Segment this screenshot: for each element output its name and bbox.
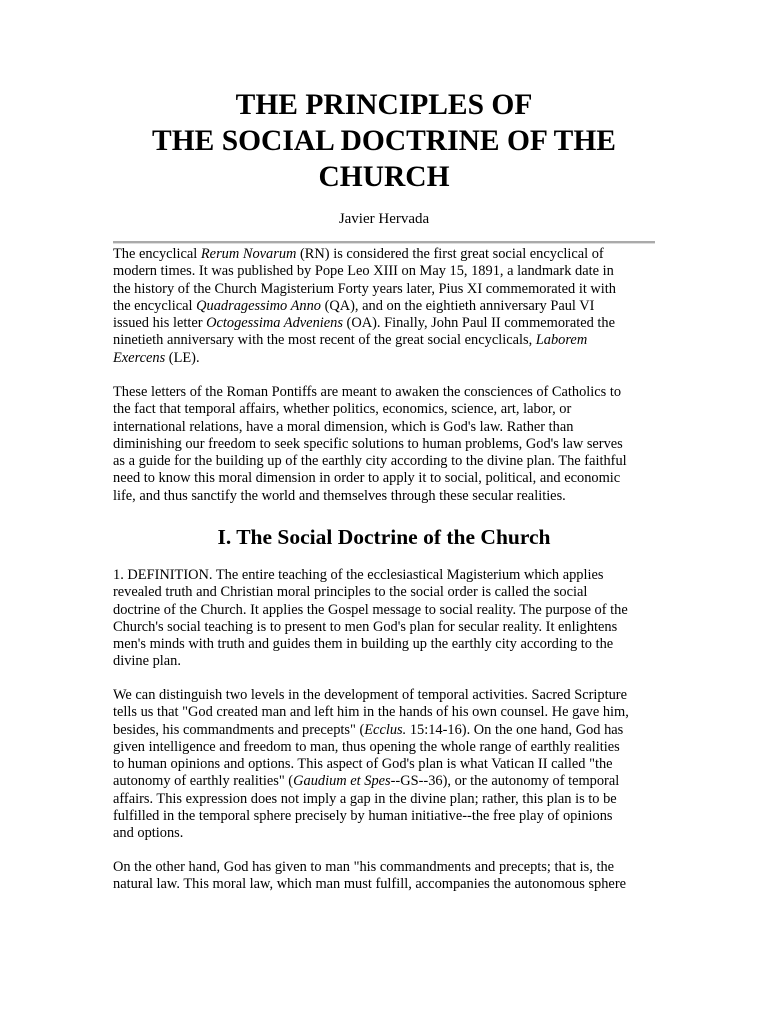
paragraph-line: doctrine of the Church. It applies the Gospel message to social reality. The purpose of the xyxy=(113,601,628,618)
paragraph-line: international relations, have a moral dimension, which is God's law. Rather than xyxy=(113,418,574,435)
text-run: besides, his commandments and precepts" ( xyxy=(113,721,365,738)
levels-paragraph xyxy=(113,687,673,843)
paragraph-line: We can distinguish two levels in the development of temporal activities. Sacred Scripture xyxy=(113,687,627,703)
paragraph-line: divine plan. xyxy=(113,653,181,670)
title-line: THE PRINCIPLES OF xyxy=(235,89,533,121)
text-run: (LE). xyxy=(165,349,200,366)
paragraph-line xyxy=(113,350,673,367)
paragraph-line xyxy=(113,773,673,790)
paragraph-line: natural law. This moral law, which man must fulfill, accompanies the autonomous sphere xyxy=(113,876,627,893)
paragraph-line xyxy=(113,332,673,349)
paragraph-line: men's minds with truth and guides them in building up the earthly city according to the xyxy=(113,636,614,653)
text-run: (QA), and on the eightieth anniversary Paul VI xyxy=(320,297,595,314)
encyclical-title: Exercens xyxy=(113,349,166,366)
text-run: the encyclical xyxy=(113,297,197,314)
paragraph-line: These letters of the Roman Pontiffs are meant to awaken the consciences of Catholics to xyxy=(113,384,622,400)
paragraph-line: modern times. It was published by Pope Leo XIII on May 15, 1891, a landmark date in xyxy=(113,263,614,280)
paragraph-line: the fact that temporal affairs, whether politics, economics, science, art, labor, or xyxy=(113,401,572,418)
title-line: CHURCH xyxy=(318,161,450,193)
text-run: 15:14-16). On the one hand, God has xyxy=(406,721,624,738)
text-run: --GS--36), or the autonomy of temporal xyxy=(390,773,620,790)
paragraph-line: revealed truth and Christian moral principles to the social order is called the social xyxy=(113,584,588,601)
paragraph-line xyxy=(113,315,673,332)
paragraph-line: affairs. This expression does not imply a gap in the divine plan; rather, this plan is to be xyxy=(113,790,617,807)
paragraph-line: the history of the Church Magisterium Forty years later, Pius XI commemorated it with xyxy=(113,280,616,297)
text-run: (OA). Finally, John Paul II commemorated the xyxy=(342,315,615,332)
definition-paragraph xyxy=(113,567,673,671)
encyclical-title: Quadragessimo Anno xyxy=(196,297,321,314)
paragraph-line: fulfilled in the temporal sphere precisely by human initiative--the free play of opinions xyxy=(113,808,613,825)
encyclical-title: Laborem xyxy=(535,332,588,349)
paragraph-line: need to know this moral dimension in order to apply it to social, political, and economic xyxy=(113,470,621,487)
intro-paragraph-1 xyxy=(113,246,673,367)
document-title xyxy=(0,87,768,195)
text-run: (RN) is considered the first great social encyclical of xyxy=(296,246,604,262)
text-run: issued his letter xyxy=(113,315,207,332)
paragraph-line: as a guide for the building up of the earthly city according to the divine plan. The faithful xyxy=(113,453,627,470)
other-hand-paragraph xyxy=(113,859,673,894)
paragraph-line: Church's social teaching is to present to men God's plan for secular reality. It enlightens xyxy=(113,618,618,635)
text-run: ninetieth anniversary with the most recent of the great social encyclicals, xyxy=(113,332,536,349)
paragraph-line xyxy=(113,722,673,739)
section-heading: I. The Social Doctrine of the Church xyxy=(217,525,551,549)
encyclical-title: Rerum Novarum xyxy=(200,246,297,262)
intro-paragraph-2 xyxy=(113,384,673,505)
horizontal-rule xyxy=(113,241,655,244)
text-run: The encyclical xyxy=(113,246,201,262)
title-line: THE SOCIAL DOCTRINE OF THE xyxy=(152,125,616,157)
paragraph-line: and options. xyxy=(113,825,184,842)
paragraph-line: On the other hand, God has given to man "his commandments and precepts; that is, the xyxy=(113,859,615,875)
author-name: Javier Hervada xyxy=(338,211,430,227)
paragraph-line xyxy=(113,298,673,315)
scripture-reference: Ecclus. xyxy=(364,721,407,738)
paragraph-line: diminishing our freedom to seek specific solutions to human problems, God's law serves xyxy=(113,435,623,452)
paragraph-line: life, and thus sanctify the world and themselves through these secular realities. xyxy=(113,487,566,504)
paragraph-line: 1. DEFINITION. The entire teaching of the ecclesiastical Magisterium which applies xyxy=(113,567,604,583)
paragraph-line: tells us that "God created man and left him in the hands of his own counsel. He gave him, xyxy=(113,704,629,721)
paragraph-line: given intelligence and freedom to man, thus opening the whole range of earthly realities xyxy=(113,738,620,755)
paragraph-line xyxy=(113,246,673,263)
text-run: autonomy of earthly realities" ( xyxy=(113,773,294,790)
document-reference: Gaudium et Spes xyxy=(293,773,391,790)
encyclical-title: Octogessima Adveniens xyxy=(206,315,343,332)
paragraph-line: to human opinions and options. This aspect of God's plan is what Vatican II called "the xyxy=(113,756,613,773)
